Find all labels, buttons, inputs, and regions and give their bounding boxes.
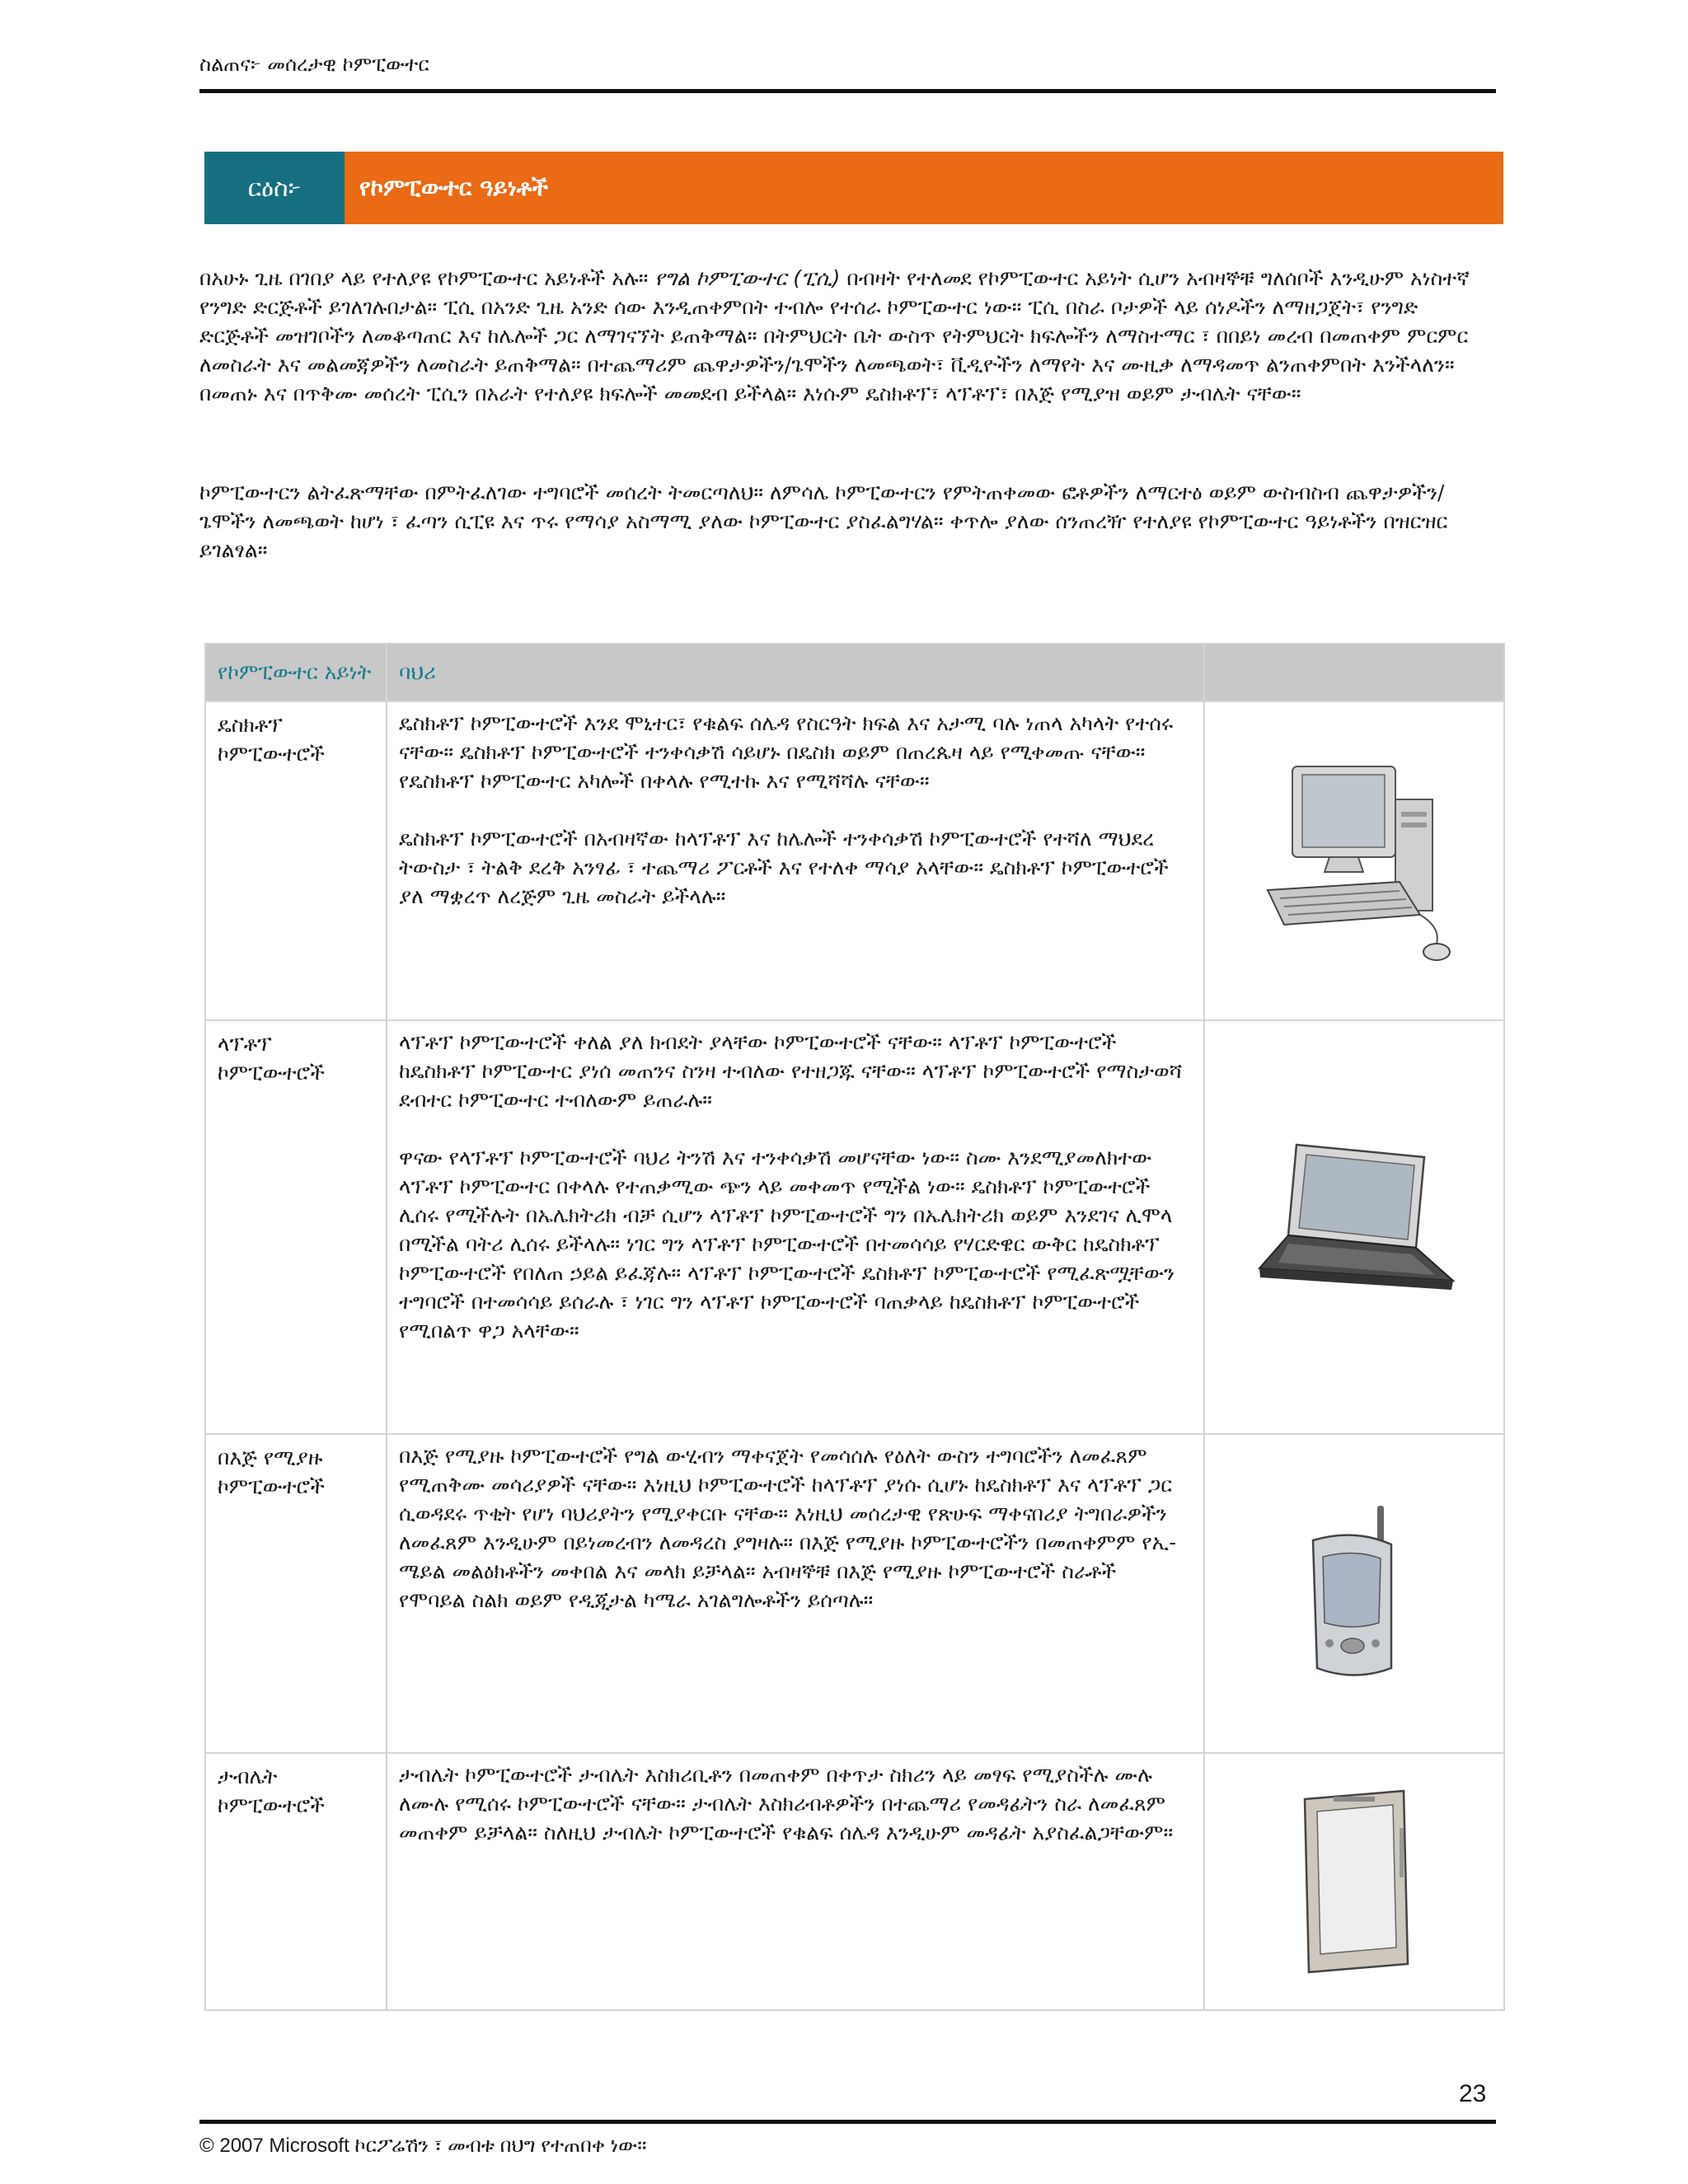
table-row (205, 701, 1504, 1020)
topic-banner (204, 152, 1503, 224)
topic-label: ርዕስ፦ (204, 152, 345, 224)
row-description: ታብሌት ኮምፒውተሮች ታብሌት እስክሪቢቶን በመጠቀም በቀጥታ ስክሪን ላይ መፃፍ የሚያስችሉ ሙሉ ለሙሉ የሚሰሩ ኮምፒውተሮች ናቸው። ታብሌት እስክሪብቶዎችን በተጨማሪ የመዳፊትን ስራ ለመፈጸም መጠቀም ይቻላል። ስለዚህ ታብሌት ኮምፒውተሮች የቁልፍ ሰሌዳ እንዲሁም መዳፊት አያስፈልጋቸውም። (387, 1753, 1204, 2010)
table-row (205, 1753, 1504, 2010)
row-description: ዴስክቶፕ ኮምፒውተሮች እንደ ሞኒተር፣ የቁልፍ ሰሌዳ የስርዓት ክፍል እና አታሚ ባሉ ነጠላ አካላት የተሰሩ ናቸው። ዴስክቶፕ ኮምፒውተሮች ተንቀሳቃሽ ሳይሆኑ በዴስክ ወይም በጠረጴዛ ላይ የሚቀመጡ ናቸው። የዴስክቶፕ ኮምፒውተር አካሎች በቀላሉ የሚተኩ እና የሚሻሻሉ ናቸው። ዴስክቶፕ ኮምፒውተሮች በአብዛኛው ከላፕቶፕ እና ከሌሎች ተንቀሳቃሽ ኮምፒውተሮች የተሻለ ማህደረ ትውስታ ፣ ትልቅ ደረቅ አንፃፊ ፣ ተጨማሪ ፖርቶች እና የተለቀ ማሳያ አላቸው። ዴስክቶፕ ኮምፒውተሮች ያለ ማቋረጥ ለረጅም ጊዜ መስራት ይችላሉ። (387, 701, 1204, 1020)
topic-title: የኮምፒውተር ዓይነቶች (345, 152, 1503, 224)
table-row (205, 1434, 1504, 1753)
intro-paragraph-2: ኮምፒውተርን ልትፈጽማቸው በምትፈለገው ተግባሮች መሰረት ትመርጣለህ። ለምሳሌ ኮምፒውተርን የምትጠቀመው ፎቶዎችን ለማርተዕ ወይም ውስብስብ ጨዋታዎችን/ጌሞችን ለመጫወት ከሆነ ፣ ፈጣን ሲፒዩ እና ጥሩ የማሳያ አስማሚ ያለው ኮምፒውተር ያስፈልግሃል። ቀጥሎ ያለው ሰንጠረዥ የተለያዩ የኮምፒውተር ዓይነቶችን በዝርዝር ይገልፃል። (199, 480, 1448, 562)
row-description: ላፕቶፕ ኮምፒውተሮች ቀለል ያለ ክብደት ያላቸው ኮምፒውተሮች ናቸው። ላፕቶፕ ኮምፒውተሮች ከዴስክቶፕ ኮምፒውተር ያነሰ መጠንና ስንዛ ተብለው የተዘጋጁ ናቸው። ላፕቶፕ ኮምፒውተሮች የማስታወሻ ደብተር ኮምፒውተር ተብለውም ይጠራሉ። ዋናው የላፕቶፕ ኮምፒውተሮች ባህሪ ትንሽ እና ተንቀሳቃሽ መሆናቸው ነው። ስሙ እንደሚያመለክተው ላፕቶፕ ኮምፒውተር በቀላሉ የተጠቃሚው ጭን ላይ መቀመጥ የሚችል ነው። ዴስክቶፕ ኮምፒውተሮች ሊሰሩ የሚችሉት በኤሌክትሪክ ብቻ ሲሆን ላፕቶፕ ኮምፒውተሮች ግን በኤሌክትሪክ ወይም እንደገና ሊሞላ በሚችል ባትሪ ሊሰሩ ይችላሉ። ነገር ግን ላፕቶፕ ኮምፒውተሮች በተመሳሳይ የሃርድዌር ውቅር ከዴስክቶፕ ኮምፒውተሮች የበለጠ ኃይል ይፈጃሉ። ላፕቶፕ ኮምፒውተሮች ዴስክቶፕ ኮምፒውተሮች የሚፈጽሟቸውን ተግባሮች በተመሳሳይ ይሰራሉ ፣ ነገር ግን ላፕቶፕ ኮምፒውተሮች ባጠቃላይ ከዴስክቶፕ ኮምፒውተሮች የሚበልጥ ዋጋ አላቸው። (387, 1020, 1204, 1434)
row-type-tablet: ታብሌት ኮምፒውተሮች (205, 1753, 387, 2010)
handheld-computer-icon (1288, 1499, 1420, 1689)
row-type-handheld: በእጅ የሚያዙ ኮምፒውተሮች (205, 1434, 387, 1753)
table-row (205, 1020, 1504, 1434)
row-description: በእጅ የሚያዙ ኮምፒውተሮች የግል ውሂብን ማቀናጀት የመሳሰሉ የዕለት ውስን ተግባሮችን ለመፈጸም የሚጠቅሙ መሳሪያዎች ናቸው። እነዚህ ኮምፒውተሮች ከላፕቶፕ ያነሱ ሲሆኑ ከዴስክቶፕ እና ላፕቶፕ ጋር ሲወዳደሩ ጥቂት የሆነ ባህሪያትን የሚያቀርቡ ናቸው። እነዚህ መሰረታዊ የጽሁፍ ማቀናበሪያ ትግበራዎችን ለመፈጸም እንዲሁም በይነመረብን ለመዳረስ ያግዛሉ። በእጅ የሚያዙ ኮምፒውተሮችን በመጠቀምም የኢ-ሜይል መልዕክቶችን መቀበል እና መላክ ይቻላል። አብዛኞቹ በእጅ የሚያዙ ኮምፒውተሮች ስራቶች የሞባይል ስልክ ወይም የዲጂታል ካሜራ አገልግሎቶችን ይሰጣሉ። (387, 1434, 1204, 1753)
desktop-computer-icon (1243, 750, 1465, 972)
intro-paragraph-1: በአሁኑ ጊዜ በገበያ ላይ የተለያዩ የኮምፒውተር አይነቶች አሉ። የግል ኮምፒውተር (ፒሲ) በብዛት የተለመደ የኮምፒውተር አይነት ሲሆን አብዛኞቹ ግለሰቦች እንዲሁም አነስተኛ የንግድ ድርጅቶች ይገለገሉበታል። ፒሲ በአንድ ጊዜ አንድ ሰው እንዲጠቀምበት ተብሎ የተሰራ ኮምፒውተር ነው። ፒሲ በስራ ቦታዎች ላይ ሰነዶችን ለማዘጋጀት፣ የንግድ ድርጅቶች መዝገቦችን ለመቆጣጠር እና ከሌሎች ጋር ለማገናኘት ይጠቅማል። በትምህርት ቤት ውስጥ የትምህርት ክፍሎችን ለማስተማር ፣ በበይነ መረብ በመጠቀም ምርምር ለመስራት እና መልመጃዎችን ለመስራት ይጠቅማል። በተጨማሪም ጨዋታዎችን/ጌሞችን ለመጫወት፣ ቪዲዮችን ለማየት እና ሙዚቃ ለማዳመጥ ልንጠቀምበት እንችላለን። በመጠኑ እና በጥቅሙ መሰረት ፒሲን በአራት የተለያዩ ክፍሎች መመደብ ይችላል። እነሱም ዴስክቶፕ፣ ላፕቶፕ፣ በእጅ የሚያዝ ወይም ታብሌት ናቸው። (199, 266, 1470, 405)
row-type-desktop: ዴስክቶፕ ኮምፒውተሮች (205, 701, 387, 1020)
column-header-type: የኮምፒውተር አይነት (205, 644, 387, 701)
tablet-computer-icon (1284, 1779, 1424, 1985)
copyright-footer: © 2007 Microsoft ኮርፖሬሽን ፣ መብቱ በህግ የተጠበቀ ነው። (199, 2135, 647, 2157)
column-header-image (1204, 644, 1504, 701)
running-header: ስልጠና፦ መሰረታዊ ኮምፒውተር (199, 53, 429, 76)
page-number: 23 (1459, 2080, 1487, 2107)
computer-types-table (204, 643, 1505, 2011)
header-divider (199, 89, 1496, 93)
laptop-computer-icon (1247, 1128, 1461, 1326)
footer-divider (199, 2120, 1496, 2124)
pc-term: የግል ኮምፒውተር (ፒሲ) (654, 266, 841, 290)
row-type-laptop: ላፕቶፕ ኮምፒውተሮች (205, 1020, 387, 1434)
column-header-feature: ባህሪ (387, 644, 1204, 701)
table-header-row (205, 644, 1504, 701)
